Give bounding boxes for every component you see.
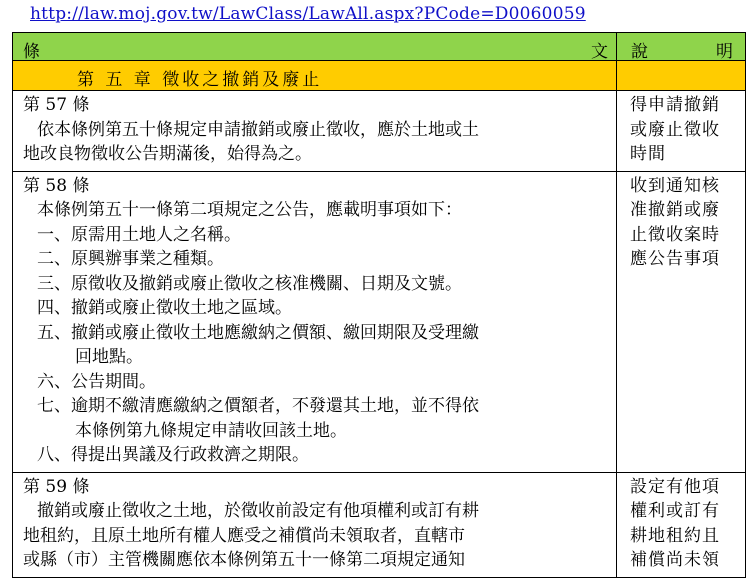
header-col2-left: 說 xyxy=(631,42,648,62)
list-item: 八、得提出異議及行政救濟之期限。 xyxy=(37,445,309,465)
header-col1-right: 文 xyxy=(591,42,608,62)
article-intro: 本條例第五十一條第二項規定之公告，應載明事項如下： xyxy=(37,200,462,220)
list-item-continued: 本條例第九條規定申請收回該土地。 xyxy=(75,420,347,441)
article-line: 地租約，且原土地所有權人應受之補償尚未領取者，直轄市 xyxy=(23,525,465,546)
article-number: 第 58 條 xyxy=(23,175,90,196)
chapter-row xyxy=(13,61,746,91)
chapter-title-cell xyxy=(13,61,617,91)
note-line: 權利或訂有 xyxy=(630,501,720,521)
article-line: 依本條例第五十條規定申請撤銷或廢止徵收，應於土地或土 xyxy=(37,119,479,140)
table-header-row xyxy=(13,33,746,61)
header-explanation xyxy=(617,33,746,61)
list-item: 七、逾期不繳清應繳納之價額者，不發還其土地，並不得依 xyxy=(37,396,479,416)
source-url-link[interactable]: http://law.moj.gov.tw/LawClass/LawAll.aspx?PCode=D0060059 xyxy=(30,4,586,24)
chapter-note-cell xyxy=(617,61,746,91)
note-line: 設定有他項 xyxy=(630,476,720,497)
note-line: 耕地租約且 xyxy=(630,525,720,546)
article-line: 撤銷或廢止徵收之土地，於徵收前設定有他項權利或訂有耕 xyxy=(37,501,479,521)
list-item: 五、撤銷或廢止徵收土地應繳納之價額、繳回期限及受理繳 xyxy=(37,322,479,343)
article-58-note xyxy=(617,171,746,472)
list-item: 四、撤銷或廢止徵收土地之區域。 xyxy=(37,298,292,318)
note-line: 止徵收案時 xyxy=(630,224,720,245)
article-line: 地改良物徵收公告期滿後，始得為之。 xyxy=(23,144,312,164)
list-item: 二、原興辦事業之種類。 xyxy=(37,249,224,269)
list-item: 六、公告期間。 xyxy=(37,371,156,392)
article-row-58 xyxy=(13,171,746,472)
header-col2-right: 明 xyxy=(716,42,733,62)
header-col1-left: 條 xyxy=(23,42,40,62)
article-57-note xyxy=(617,91,746,172)
note-line: 應公告事項 xyxy=(630,249,720,269)
note-line: 收到通知核 xyxy=(630,175,720,196)
note-line: 時間 xyxy=(630,144,666,164)
law-table xyxy=(12,32,746,578)
list-item-continued: 回地點。 xyxy=(75,347,143,367)
note-line: 准撤銷或廢 xyxy=(630,200,720,220)
list-item: 一、原需用土地人之名稱。 xyxy=(37,224,241,245)
article-number: 第 59 條 xyxy=(23,476,90,497)
article-row-59 xyxy=(13,472,746,577)
note-line: 得申請撤銷 xyxy=(630,95,720,115)
article-row-57 xyxy=(13,91,746,172)
article-58-text xyxy=(13,171,617,472)
note-line: 或廢止徵收 xyxy=(630,119,720,140)
article-59-text xyxy=(13,472,617,577)
chapter-title: 第 五 章 徵收之撤銷及廢止 xyxy=(77,70,323,90)
list-item: 三、原徵收及撤銷或廢止徵收之核准機關、日期及文號。 xyxy=(37,273,462,294)
article-59-note xyxy=(617,472,746,577)
article-57-text xyxy=(13,91,617,172)
article-number: 第 57 條 xyxy=(23,95,90,115)
article-line: 或縣（市）主管機關應依本條例第五十一條第二項規定通知 xyxy=(23,550,465,570)
note-line: 補償尚未領 xyxy=(630,550,720,570)
header-article-text xyxy=(13,33,617,61)
